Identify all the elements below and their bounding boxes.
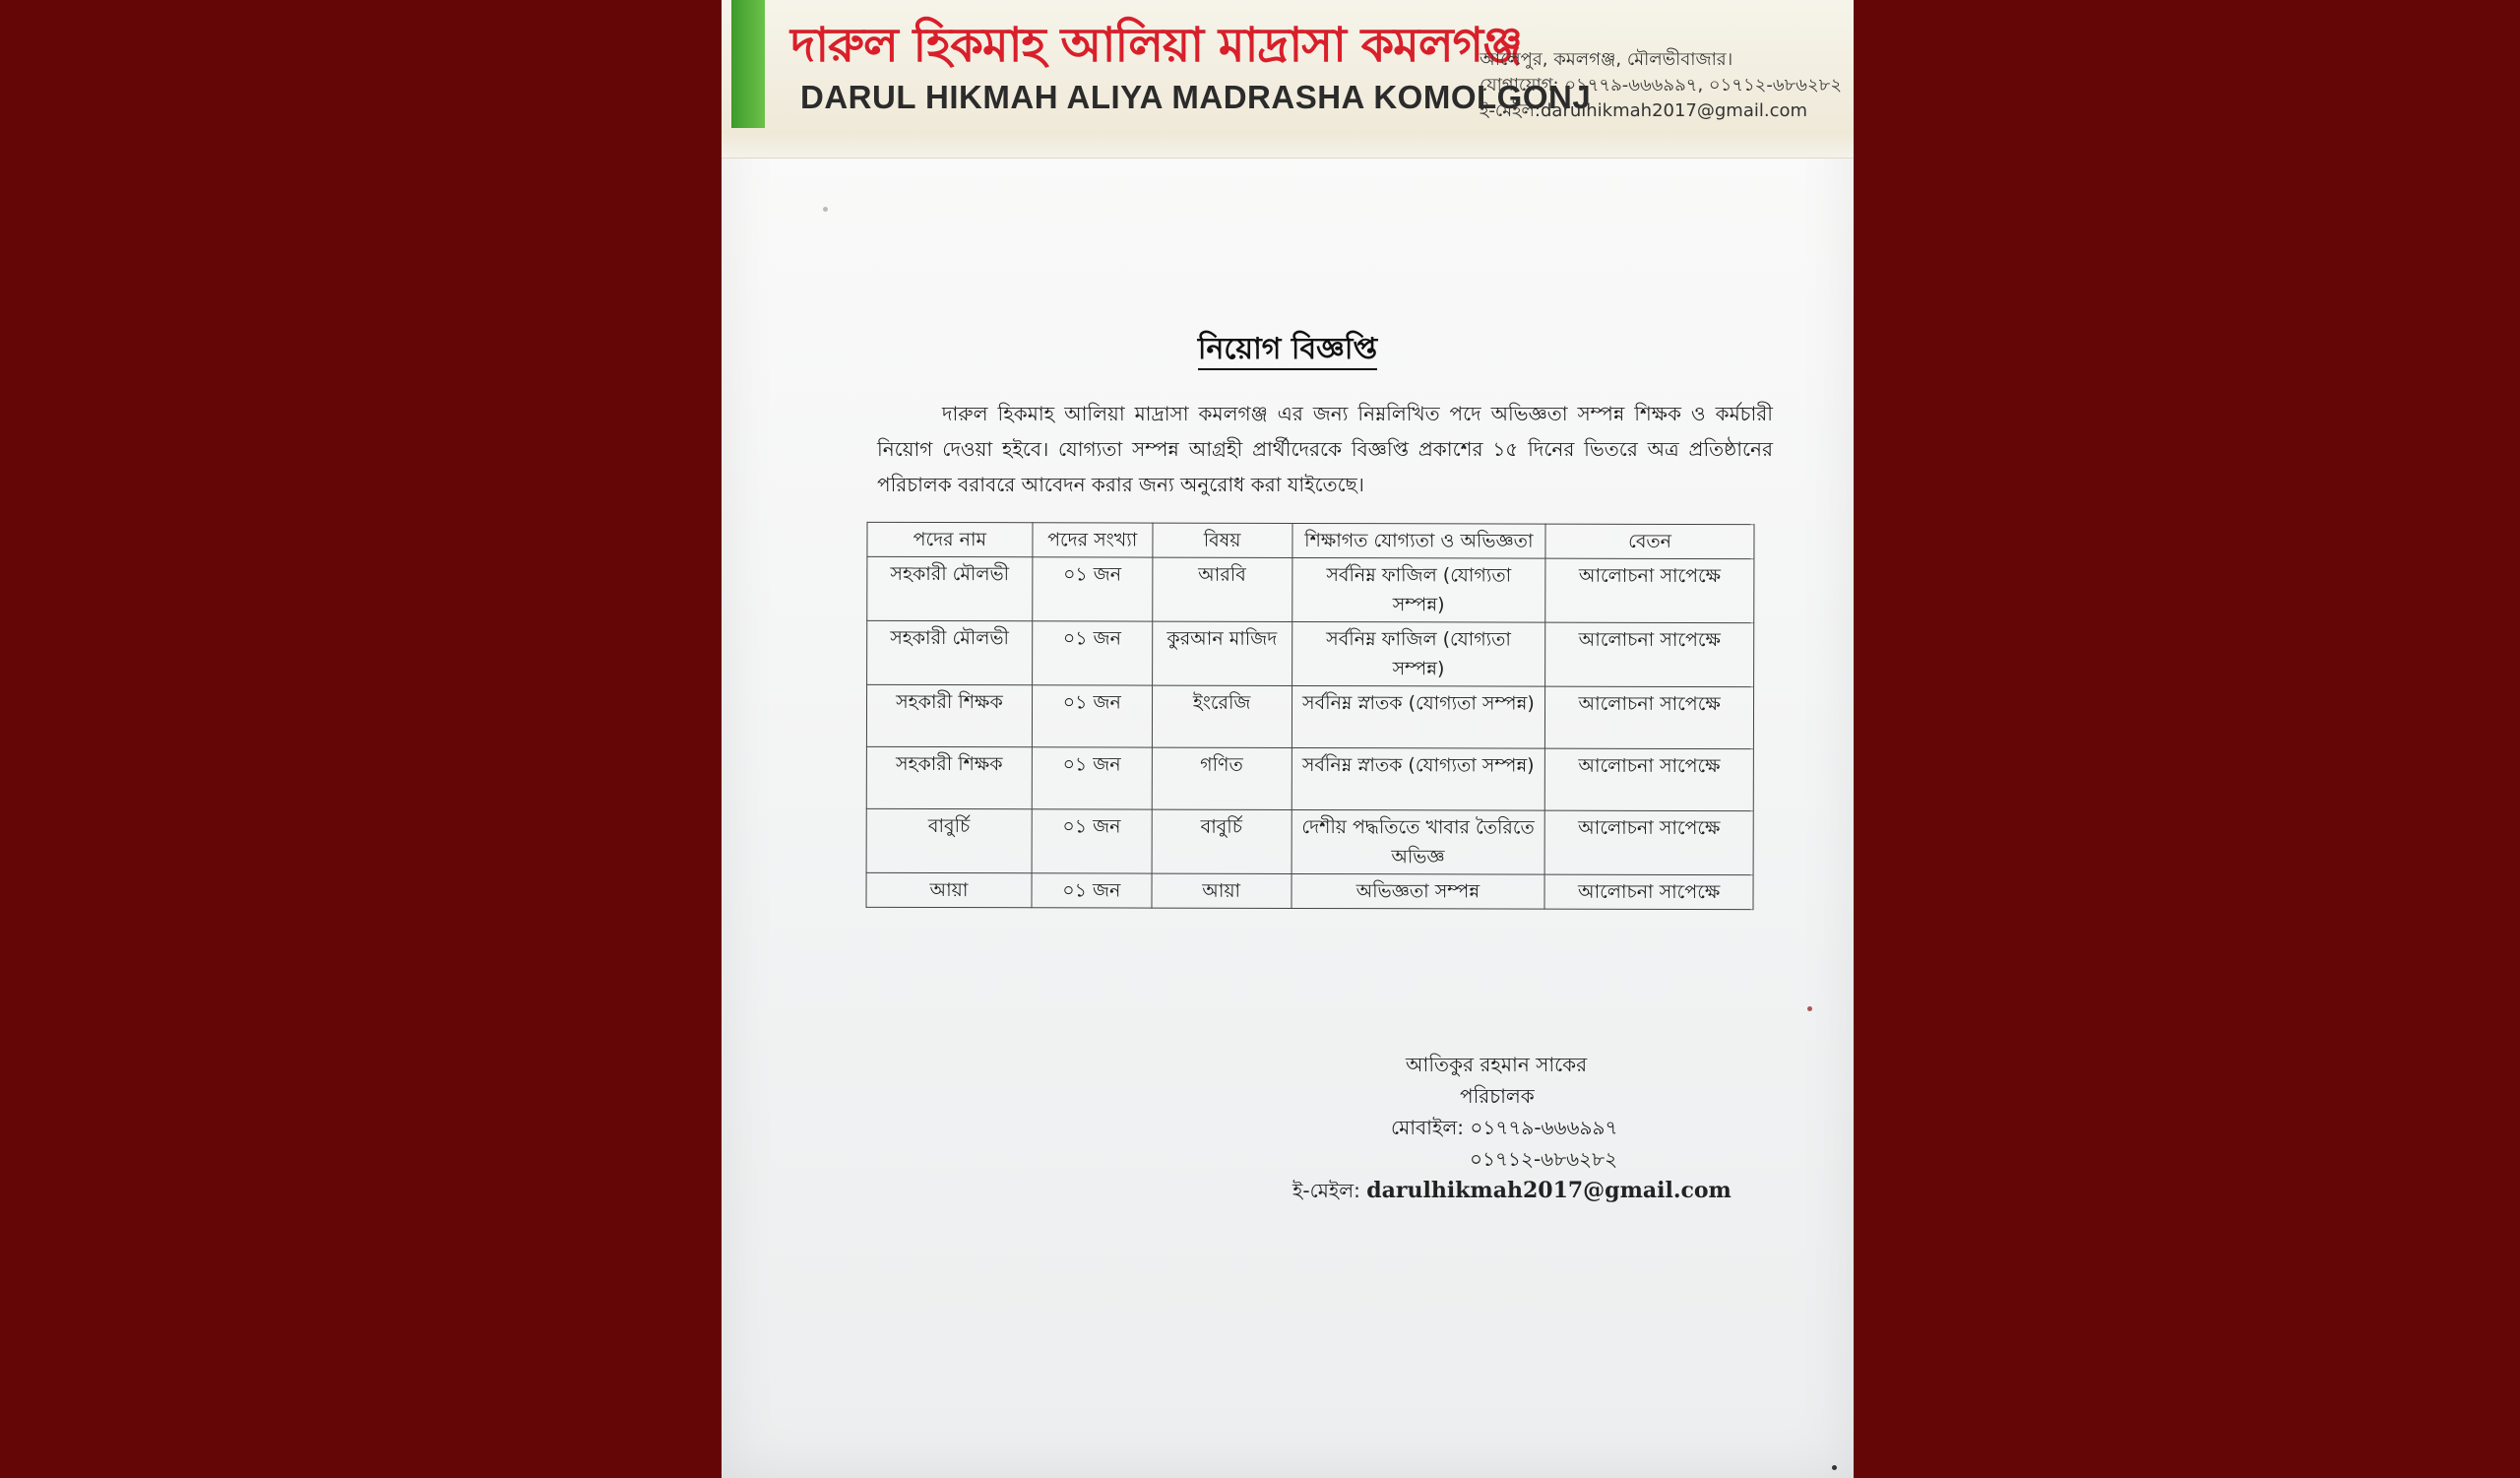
- notice-body: দারুল হিকমাহ আলিয়া মাদ্রাসা কমলগঞ্জ এর জন্য নিম্নলিখিত পদে অভিজ্ঞতা সম্পন্ন শিক্ষক ও কর্মচারী নিয়োগ দেওয়া হইবে। যোগ্যতা সম্পন্ন আগ্রহী প্রার্থীদেরকে বিজ্ঞপ্তি প্রকাশের ১৫ দিনের ভিতরে অত্র প্রতিষ্ঠানের পরিচালক বরাবরে আবেদন করার জন্য অনুরোধ করা যাইতেছে।: [877, 402, 1773, 496]
- signature-block: [1292, 1049, 1785, 1206]
- email-address: darulhikmah2017@gmail.com: [1366, 1178, 1732, 1203]
- letterhead-contact: [1480, 47, 1844, 124]
- mobile-label: মোবাইল:: [1391, 1116, 1464, 1139]
- letterhead-address: আলেপুর, কমলগঞ্জ, মৌলভীবাজার।: [1480, 49, 1733, 70]
- table-row: [866, 872, 1753, 909]
- cell-qualification: সর্বনিম্ন ফাজিল (যোগ্যতা সম্পন্ন): [1292, 621, 1545, 686]
- table-row: [866, 808, 1753, 874]
- mobile-number-1: ০১৭৭৯-৬৬৬৯৯৭: [1470, 1116, 1618, 1139]
- signatory-mobile-line: [1292, 1112, 1785, 1143]
- vacancy-table: [865, 522, 1754, 910]
- cell-post-name: বাবুর্চি: [866, 808, 1032, 872]
- school-name-bangla: দারুল হিকমাহ আলিয়া মাদ্রাসা কমলগঞ্জ: [790, 18, 1523, 73]
- table-row: [866, 746, 1753, 810]
- cell-post-count: ০১ জন: [1032, 747, 1152, 809]
- cell-salary: আলোচনা সাপেক্ষে: [1544, 748, 1753, 811]
- mobile-number-2: ০১৭১২-৬৮৬২৮২: [1470, 1147, 1618, 1171]
- cell-salary: আলোচনা সাপেক্ষে: [1544, 874, 1753, 910]
- signatory-designation: পরিচালক: [1460, 1084, 1535, 1108]
- signatory-name: আতিকুর রহমান সাকের: [1406, 1053, 1588, 1076]
- cell-post-count: ০১ জন: [1032, 685, 1152, 747]
- paper-speck: [1832, 1465, 1837, 1470]
- cell-post-name: সহকারী মৌলভী: [867, 620, 1033, 684]
- paper-speck: [823, 207, 828, 212]
- cell-post-count: ০১ জন: [1032, 873, 1152, 908]
- header-post-count: পদের সংখ্যা: [1033, 523, 1153, 557]
- table-row: [866, 684, 1753, 748]
- table-header-row: [867, 522, 1754, 558]
- cell-qualification: সর্বনিম্ন স্নাতক (যোগ্যতা সম্পন্ন): [1292, 685, 1545, 748]
- cell-subject: কুরআন মাজিদ: [1152, 621, 1292, 685]
- header-post-name: পদের নাম: [867, 522, 1033, 556]
- cell-post-count: ০১ জন: [1032, 621, 1152, 685]
- cell-salary: আলোচনা সাপেক্ষে: [1545, 558, 1754, 623]
- paper-speck: [1807, 1006, 1812, 1011]
- letterhead-phone: যোগাযোগ: ০১৭৭৯-৬৬৬৯৯৭, ০১৭১২-৬৮৬২৮২: [1480, 75, 1843, 96]
- cell-post-name: সহকারী মৌলভী: [867, 556, 1033, 620]
- cell-post-count: ০১ জন: [1033, 557, 1153, 621]
- table-row: [867, 556, 1754, 622]
- cell-subject: ইংরেজি: [1152, 685, 1292, 747]
- cell-post-name: সহকারী শিক্ষক: [866, 746, 1032, 808]
- cell-qualification: অভিজ্ঞতা সম্পন্ন: [1292, 873, 1545, 909]
- cell-qualification: সর্বনিম্ন স্নাতক (যোগ্যতা সম্পন্ন): [1292, 747, 1545, 810]
- cell-salary: আলোচনা সাপেক্ষে: [1545, 686, 1754, 749]
- cell-qualification: সর্বনিম্ন ফাজিল (যোগ্যতা সম্পন্ন): [1292, 557, 1545, 622]
- cell-subject: গণিত: [1152, 747, 1292, 809]
- letterhead: [722, 0, 1854, 159]
- notice-paper: [722, 0, 1854, 1478]
- cell-salary: আলোচনা সাপেক্ষে: [1545, 622, 1754, 687]
- notice-title-text: নিয়োগ বিজ্ঞপ্তি: [1198, 332, 1377, 370]
- signatory-email-line: [1292, 1175, 1785, 1206]
- letterhead-email: ই-মেইল:darulhikmah2017@gmail.com: [1480, 100, 1808, 121]
- cell-post-name: আয়া: [866, 872, 1032, 907]
- cell-subject: বাবুর্চি: [1152, 809, 1292, 873]
- cell-salary: আলোচনা সাপেক্ষে: [1544, 810, 1753, 875]
- table-row: [867, 620, 1754, 686]
- header-qualification: শিক্ষাগত যোগ্যতা ও অভিজ্ঞতা: [1292, 523, 1545, 558]
- header-subject: বিষয়: [1153, 523, 1292, 557]
- cell-qualification: দেশীয় পদ্ধতিতে খাবার তৈরিতে অভিজ্ঞ: [1292, 809, 1545, 874]
- school-name-english: DARUL HIKMAH ALIYA MADRASHA KOMOLGONJ: [800, 79, 1592, 115]
- header-salary: বেতন: [1545, 524, 1754, 559]
- cell-post-name: সহকারী শিক্ষক: [866, 684, 1032, 746]
- notice-title: [722, 325, 1854, 375]
- letterhead-green-bar: [731, 0, 765, 128]
- email-label: ই-মেইল:: [1292, 1179, 1360, 1202]
- cell-subject: আরবি: [1152, 557, 1292, 621]
- cell-post-count: ০১ জন: [1032, 809, 1152, 873]
- cell-subject: আয়া: [1152, 873, 1292, 908]
